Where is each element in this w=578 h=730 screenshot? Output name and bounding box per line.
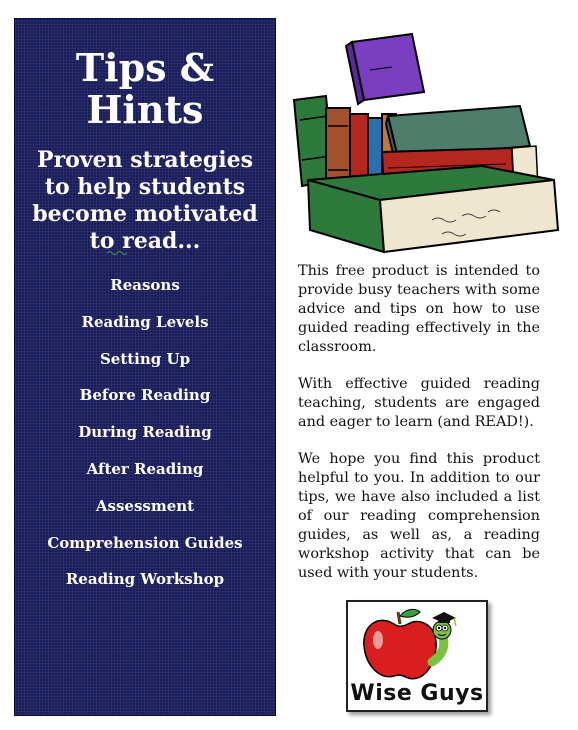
toc-item-before-reading[interactable]: Before Reading [79,386,211,405]
toc-item-comprehension-guides[interactable]: Comprehension Guides [47,533,243,552]
toc-item-during-reading[interactable]: During Reading [78,423,212,442]
apple-worm-icon [348,604,486,684]
stack-of-books-illustration [292,30,562,260]
logo-text: Wise Guys [350,681,484,706]
purple-book-icon [346,34,424,104]
wise-guys-logo [346,600,488,712]
intro-text [298,262,540,601]
page-title: Tips & Hints [75,45,215,132]
toc-item-reasons[interactable]: Reasons [110,276,180,294]
toc-item-setting-up[interactable]: Setting Up [99,349,191,368]
toc-item-reading-workshop[interactable]: Reading Workshop [65,570,225,589]
paragraph-purpose: This free product is intended to provide busy teachers with some advice and tips on how to use guided reading effectively in the classroom. [298,263,540,355]
toc-item-after-reading[interactable]: After Reading [86,459,204,478]
navy-sidebar-panel [14,18,276,716]
green-bottom-book-icon [308,166,558,252]
toc-item-reading-levels[interactable]: Reading Levels [81,312,209,331]
spellcheck-squiggle [107,250,127,256]
toc-item-assessment[interactable]: Assessment [95,496,195,515]
paragraph-contents: We hope you find this product helpful to you. In addition to our tips, we have also included a list of our reading comprehension guides, as well as, a reading workshop activity that can be used with your students. [298,451,540,581]
subtitle: Proven strategies to help students become motivated to read... [32,147,258,254]
paragraph-engagement: With effective guided reading teaching, students are engaged and eager to learn (and READ!). [298,376,540,430]
table-of-contents [15,275,275,606]
